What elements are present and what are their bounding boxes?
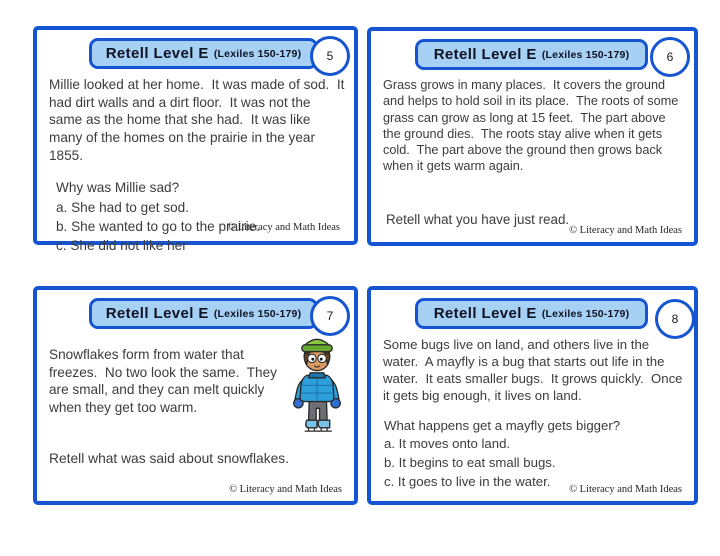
card-number: 8 <box>671 312 679 326</box>
card-title: Retell Level E <box>105 305 209 322</box>
retell-prompt: Retell what was said about snowflakes. <box>49 450 290 466</box>
task-card-5 <box>33 26 358 253</box>
task-card-6 <box>367 27 698 246</box>
card-lexile-range: (Lexiles 150-179) <box>213 307 302 320</box>
answer-choice-a: a. She had to get sod. <box>56 199 190 215</box>
winter-boy-illustration <box>284 332 350 444</box>
card-number: 5 <box>326 49 334 63</box>
passage-text: Grass grows in many places. It covers the ground and helps to hold soil in its place. The roots of some grass can grow as long at 15 feet. The part above the ground dies. The roots stay alive when it gets cold. The part above the ground then grows back when it gets warm again. <box>383 78 682 174</box>
card-number: 6 <box>666 50 674 64</box>
card-number-badge <box>310 296 350 336</box>
card-lexile-range: (Lexiles 150-179) <box>541 307 630 320</box>
answer-choice-c: c. She did not like her <box>56 237 187 253</box>
copyright-notice: © Literacy and Math Ideas <box>569 225 682 236</box>
card-lexile-range: (Lexiles 150-179) <box>213 47 302 60</box>
card-header-badge <box>415 298 648 329</box>
card-title: Retell Level E <box>433 46 537 63</box>
card-title: Retell Level E <box>433 305 537 322</box>
card-header-badge <box>89 38 318 69</box>
card-title: Retell Level E <box>105 45 209 62</box>
task-card-8 <box>367 286 698 505</box>
passage-text: Some bugs live on land, and others live in the water. A mayfly is a bug that starts out life in the water. It eats smaller bugs. It grows quickly. Once it gets big enough, it lives on land. <box>383 337 687 404</box>
card-content <box>383 77 685 227</box>
passage-text: Snowflakes form from water that freezes. No two look the same. They are small, and they can melt quickly when they get too warm. <box>49 347 281 416</box>
answer-choice-a: a. It moves onto land. <box>384 436 511 452</box>
answer-choice-c: c. It goes to live in the water. <box>384 473 551 489</box>
copyright-notice: © Literacy and Math Ideas <box>569 484 682 495</box>
copyright-notice: © Literacy and Math Ideas <box>229 484 342 495</box>
question-text: Why was Millie sad? <box>56 180 180 196</box>
task-card-7 <box>33 286 358 505</box>
question-text: What happens get a mayfly gets bigger? <box>384 417 621 433</box>
card-number-badge <box>650 37 690 77</box>
copyright-notice: © Literacy and Math Ideas <box>227 222 340 233</box>
card-lexile-range: (Lexiles 150-179) <box>541 48 630 61</box>
card-number-badge <box>655 299 695 339</box>
passage-text: Millie looked at her home. It was made of sod. It had dirt walls and a dirt floor. It was not the same as the home that she had. It was like many of the homes on the prairie in the year 1855. <box>49 77 349 163</box>
answer-choice-b: b. It begins to eat small bugs. <box>384 454 556 470</box>
card-header-badge <box>415 39 648 70</box>
card-header-badge <box>89 298 318 329</box>
card-number-badge <box>310 36 350 76</box>
card-content <box>383 336 685 490</box>
answer-choice-b: b. She wanted to go to the prairie. <box>56 218 261 234</box>
retell-prompt: Retell what you have just read. <box>386 211 570 227</box>
card-number: 7 <box>326 309 334 323</box>
